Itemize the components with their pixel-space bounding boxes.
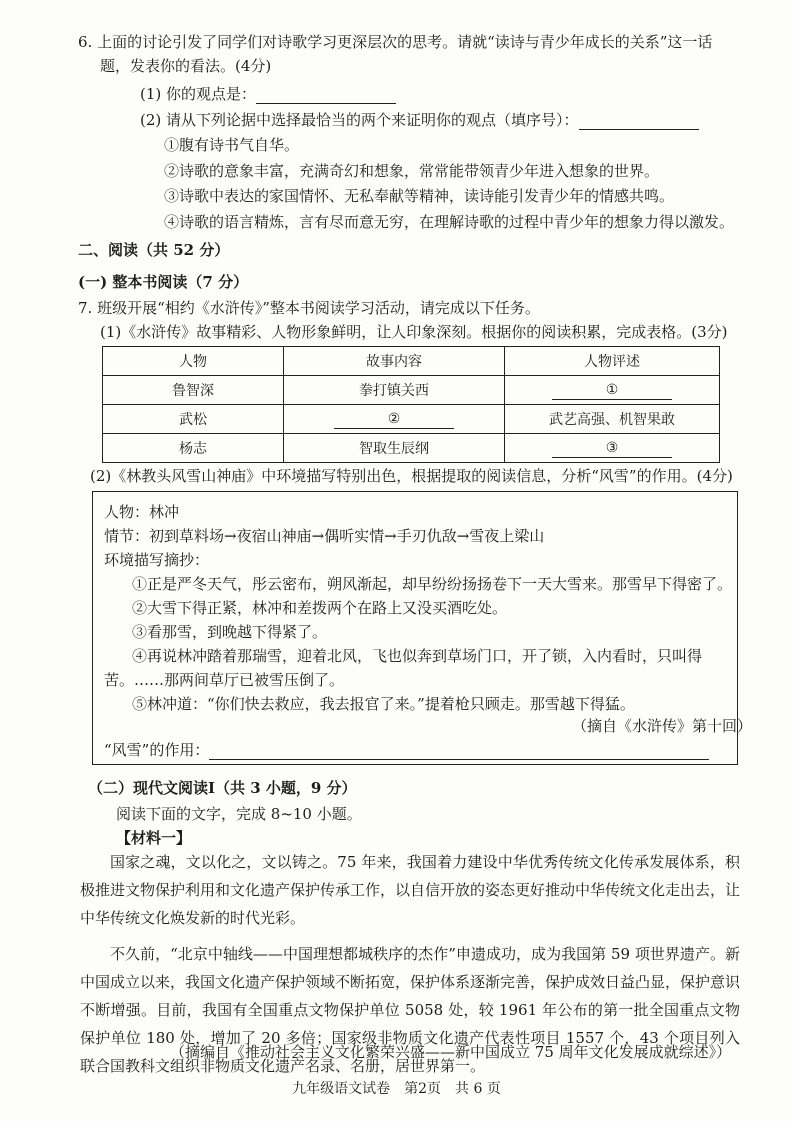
table-cell: 智取生辰纲 xyxy=(284,434,505,463)
q7-character-table xyxy=(102,346,720,463)
box-plot: 情节：初到草料场→夜宿山神庙→偶听实情→手刃仇敌→雪夜上梁山 xyxy=(104,527,545,545)
table-cell-blank[interactable] xyxy=(284,405,505,434)
page-footer: 九年级语文试卷 第2页 共 6 页 xyxy=(292,1081,501,1097)
table-cell-blank[interactable] xyxy=(505,434,720,463)
material-label: 【材料一】 xyxy=(116,829,192,847)
part2-title: （二）现代文阅读Ⅰ（共 3 小题，9 分） xyxy=(88,779,357,797)
q6-viewpoint-answer-blank[interactable] xyxy=(256,87,396,104)
box-answer-label: “风雪”的作用： xyxy=(104,741,210,759)
box-person: 人物：林冲 xyxy=(104,503,180,521)
table-row xyxy=(103,405,720,434)
q6-option-4: ④诗歌的语言精炼，言有尽而意无穷，在理解诗歌的过程中青少年的想象力得以激发。 xyxy=(164,213,735,231)
box-excerpt-3: ③看那雪，到晚越下得紧了。 xyxy=(132,623,328,641)
table-cell: 杨志 xyxy=(103,434,284,463)
box-excerpt-2: ②大雪下得正紧，林冲和差拨两个在路上又没买酒吃处。 xyxy=(132,599,508,617)
q6-stem-line1: 6. 上面的讨论引发了同学们对诗歌学习更深层次的思考。请就“读诗与青少年成长的关系”这一话 xyxy=(78,33,713,51)
section2-title: 二、阅读（共 52 分） xyxy=(78,241,230,259)
box-excerpt-4-cont: 苦。……那两间草厅已被雪压倒了。 xyxy=(104,671,345,689)
table-header-row xyxy=(103,347,720,376)
material-source: （摘编自《推动社会主义文化繁荣兴盛——新中国成立 75 周年文化发展成就综述》） xyxy=(170,1043,732,1061)
table-cell: 鲁智深 xyxy=(103,376,284,405)
q7-sub2: (2)《林教头风雪山神庙》中环境描写特别出色，根据提取的阅读信息，分析“风雪”的作用。(4分) xyxy=(90,467,733,485)
table-cell: 武松 xyxy=(103,405,284,434)
table-cell: 拳打镇关西 xyxy=(284,376,505,405)
box-excerpt-5: ⑤林冲道：“你们快去救应，我去报官了来。”提着枪只顾走。那雪越下得猛。 xyxy=(132,695,635,713)
answer-blank-2[interactable]: ② xyxy=(334,410,454,429)
wind-snow-answer-blank[interactable] xyxy=(209,743,709,760)
table-row xyxy=(103,376,720,405)
material-para-2: 不久前，“北京中轴线——中国理想都城秩序的杰作”申遗成功，成为我国第 59 项世界遗产。新中国成立以来，我国文化遗产保护领域不断拓宽，保护体系逐渐完善，保护成效日益凸显，保护意识不断增强。目前，我国有全国重点文物保护单位 5058 处，较 1961 年公布的第一批全国重点文物保护单位 180 处，增加了 20 多倍；国家级非物质文化遗产代表性项目 1557 个，43 个项目列入联合国教科文组织非物质文化遗产名录、名册，居世界第一。 xyxy=(80,945,741,1075)
part1-title: (一) 整本书阅读（7 分） xyxy=(78,273,249,291)
box-answer-row xyxy=(104,740,709,760)
q6-option-2: ②诗歌的意象丰富，充满奇幻和想象，常常能带领青少年进入想象的世界。 xyxy=(164,162,660,180)
answer-blank-1[interactable]: ① xyxy=(552,381,672,400)
q6-sub2-label: (2) 请从下列论据中选择最恰当的两个来证明你的观点（填序号）： xyxy=(140,111,579,129)
q7-stem: 7. 班级开展“相约《水浒传》”整本书阅读学习活动，请完成以下任务。 xyxy=(78,299,540,317)
table-header-cell: 人物评述 xyxy=(505,347,720,376)
answer-blank-3[interactable]: ③ xyxy=(552,439,672,458)
box-source: （摘自《水浒传》第十回） xyxy=(572,717,753,735)
box-env-title: 环境描写摘抄： xyxy=(104,551,210,569)
material-para-1: 国家之魂，文以化之，文以铸之。75 年来，我国着力建设中华优秀传统文化传承发展体系，积极推进文物保护利用和文化遗产保护传承工作，以自信开放的姿态更好推动中华传统文化走出去，让中华传统文化焕发新的时代光彩。 xyxy=(80,853,741,927)
part2-instruction: 阅读下面的文字，完成 8~10 小题。 xyxy=(116,805,362,823)
q6-evidence-answer-blank[interactable] xyxy=(579,113,699,130)
table-cell-blank[interactable] xyxy=(505,376,720,405)
box-excerpt-1: ①正是严冬天气，彤云密布，朔风渐起，却早纷纷扬扬卷下一天大雪来。那雪早下得密了。 xyxy=(132,575,733,593)
q6-option-3: ③诗歌中表达的家国情怀、无私奉献等精神，读诗能引发青少年的情感共鸣。 xyxy=(164,187,675,205)
q6-sub1 xyxy=(140,84,396,104)
q6-sub1-label: (1) 你的观点是： xyxy=(140,85,257,103)
q6-option-1: ①腹有诗书气自华。 xyxy=(164,136,300,154)
table-header-cell: 人物 xyxy=(103,347,284,376)
box-excerpt-4: ④再说林冲踏着那瑞雪，迎着北风，飞也似奔到草场门口，开了锁，入内看时，只叫得 xyxy=(132,647,703,665)
table-row xyxy=(103,434,720,463)
q6-sub2 xyxy=(140,110,699,130)
q6-stem-line2: 题，发表你的看法。(4分) xyxy=(100,57,272,75)
q7-sub1: (1)《水浒传》故事精彩、人物形象鲜明，让人印象深刻。根据你的阅读积累，完成表格。(3分) xyxy=(100,323,728,341)
table-header-cell: 故事内容 xyxy=(284,347,505,376)
table-cell: 武艺高强、机智果敢 xyxy=(505,405,720,434)
